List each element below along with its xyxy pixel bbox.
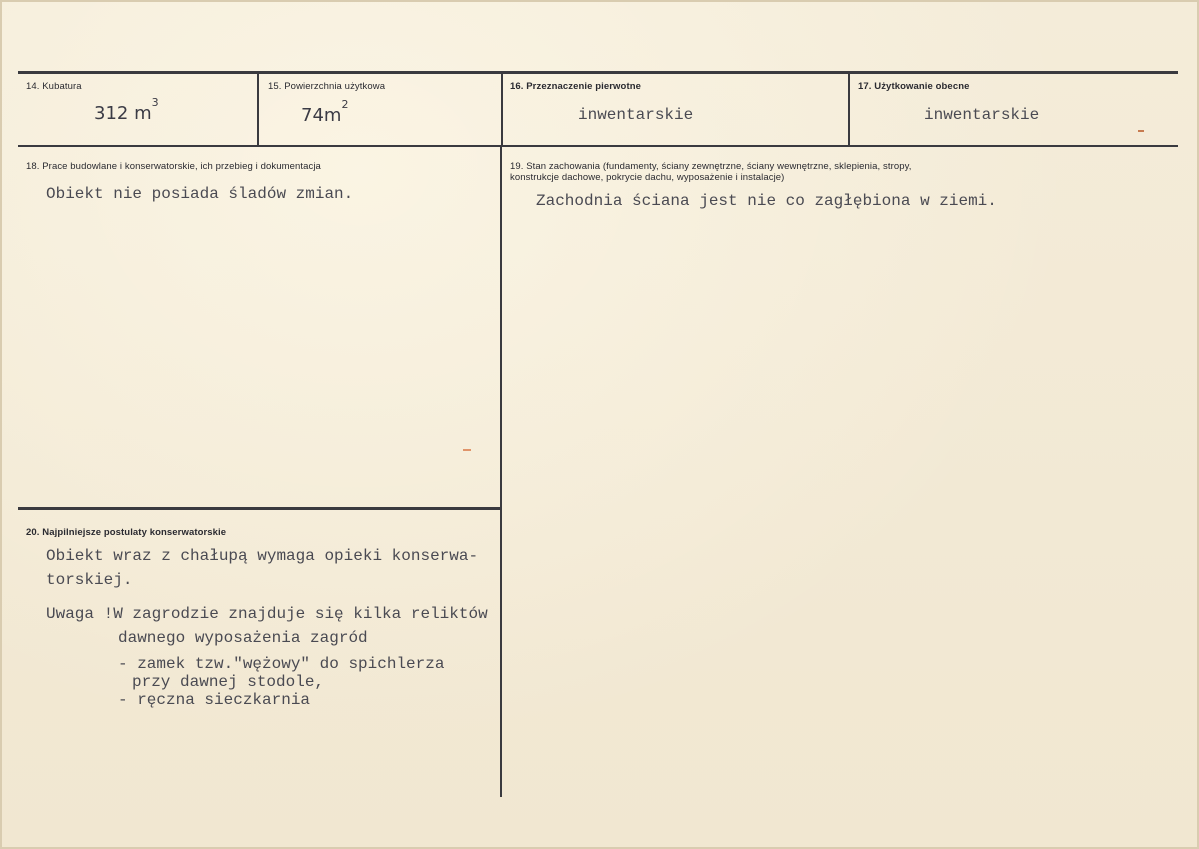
kubatura-unit-exponent: 3 [151, 96, 159, 109]
divider-16-17 [848, 74, 850, 146]
field-20-line-5: - zamek tzw."wężowy" do spichlerza [118, 655, 445, 673]
main-column-divider [500, 147, 502, 797]
field-20-line-3: Uwaga !W zagrodzie znajduje się kilka reliktów [46, 605, 488, 623]
field-20-label: 20. Najpilniejsze postulaty konserwatorskie [26, 527, 227, 538]
field-19-label-line1: 19. Stan zachowania (fundamenty, ściany zewnętrzne, ściany wewnętrzne, sklepienia, stropy, [510, 161, 912, 172]
field-20-line-6: przy dawnej stodole, [132, 673, 325, 691]
field-15-value [301, 98, 349, 126]
kubatura-value: 312 m [94, 103, 152, 124]
top-rule [18, 71, 1178, 74]
header-bottom-rule [18, 145, 1178, 147]
field-16-label: 16. Przeznaczenie pierwotne [510, 81, 641, 92]
field-20-line-4: dawnego wyposażenia zagród [118, 629, 368, 647]
field-18-label: 18. Prace budowlane i konserwatorskie, ich przebieg i dokumentacja [26, 161, 321, 172]
field-20-line-1: Obiekt wraz z chałupą wymaga opieki konserwa- [46, 547, 479, 565]
field20-top-rule [18, 507, 500, 510]
field-19-text: Zachodnia ściana jest nie co zagłębiona w ziemi. [536, 192, 997, 210]
field-20-line-2: torskiej. [46, 571, 133, 589]
field-14-value [94, 96, 159, 124]
powierzchnia-unit-exponent: 2 [341, 98, 349, 111]
field-15-label: 15. Powierzchnia użytkowa [268, 81, 386, 92]
divider-14-15 [257, 74, 259, 146]
ink-mark [463, 449, 471, 451]
field-14-label: 14. Kubatura [26, 81, 82, 92]
field-17-value: inwentarskie [924, 106, 1040, 124]
field-20-line-7: - ręczna sieczkarnia [118, 691, 311, 709]
field-18-text: Obiekt nie posiada śladów zmian. [46, 185, 354, 203]
ink-mark [1138, 130, 1144, 132]
field-19-label-line2: konstrukcje dachowe, pokrycie dachu, wyposażenie i instalacje) [510, 172, 785, 183]
powierzchnia-value: 74m [301, 105, 342, 126]
divider-15-16 [501, 74, 503, 146]
field-17-label: 17. Użytkowanie obecne [858, 81, 970, 92]
field-16-value: inwentarskie [578, 106, 694, 124]
